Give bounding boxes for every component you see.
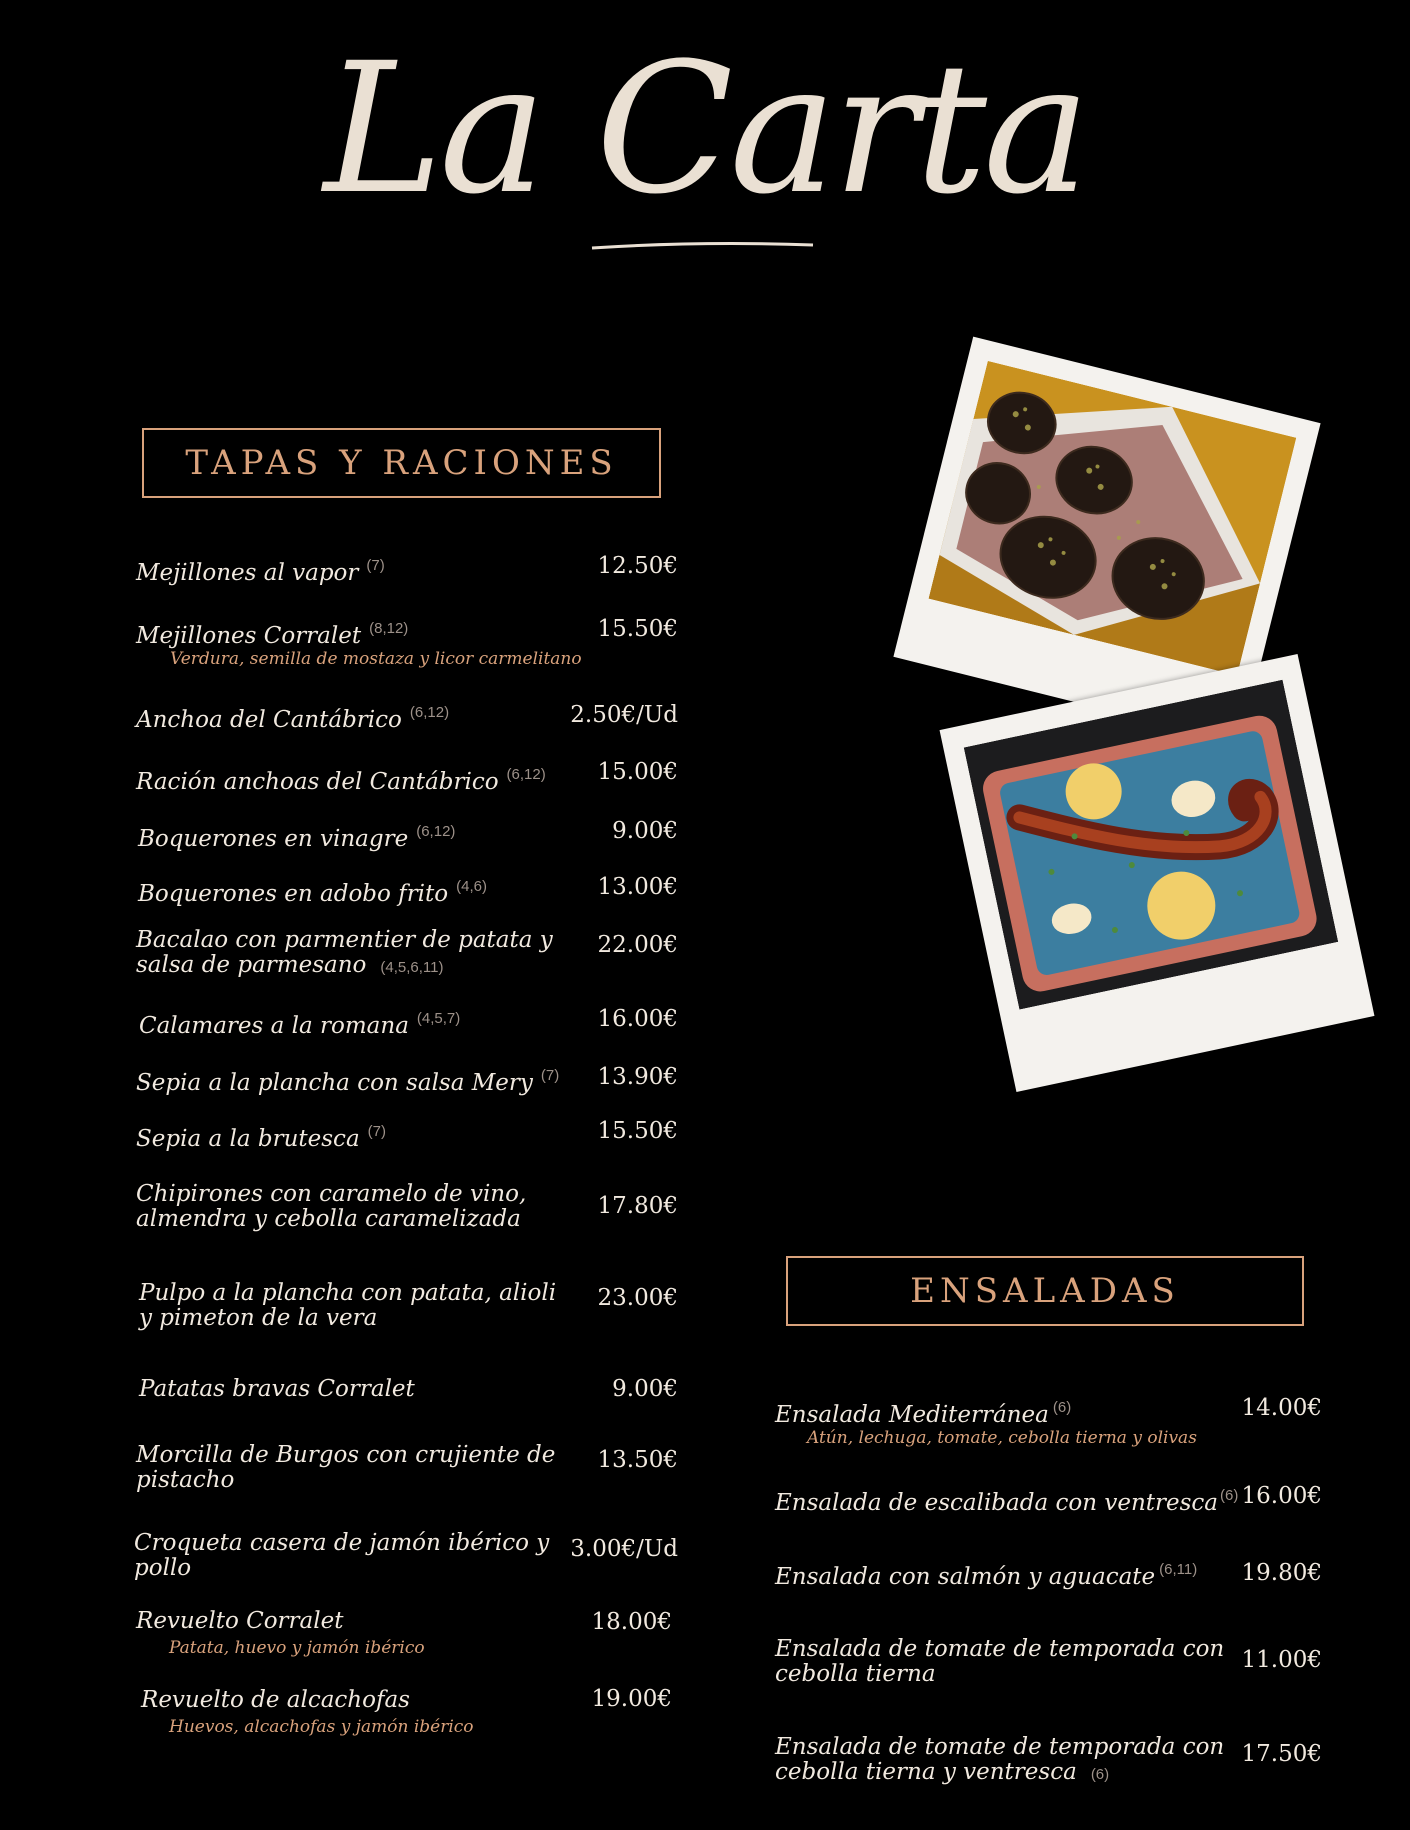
item-name: Revuelto de alcachofas xyxy=(141,1687,410,1713)
item-name: Sepia a la plancha con salsa Mery xyxy=(136,1070,533,1096)
item-allergens: (7) xyxy=(540,1067,560,1084)
item-name-line2: almendra y cebolla caramelizada xyxy=(136,1206,521,1232)
item-price: 16.00€ xyxy=(1241,1483,1322,1509)
ensaladas-heading: ENSALADAS xyxy=(786,1256,1304,1326)
item-price: 22.00€ xyxy=(597,932,678,958)
page-title: La Carta xyxy=(323,25,1087,234)
item-name: Boquerones en adobo frito xyxy=(138,881,449,907)
item-name: Ensalada con salmón y aguacate xyxy=(775,1564,1156,1590)
morcilla-photo xyxy=(929,361,1297,676)
item-name: Anchoa del Cantábrico xyxy=(136,707,402,733)
tapas-heading: TAPAS Y RACIONES xyxy=(142,428,661,498)
item-allergens: (6) xyxy=(1090,1766,1110,1783)
item-name: Croqueta casera de jamón ibérico y xyxy=(134,1530,550,1556)
item-allergens: (4,5,7) xyxy=(416,1010,461,1027)
item-price: 19.00€ xyxy=(591,1686,672,1712)
item-name: Boquerones en vinagre xyxy=(138,826,409,852)
item-name: Ración anchoas del Cantábrico xyxy=(136,769,499,795)
item-name: Ensalada Mediterránea xyxy=(775,1402,1049,1428)
item-name: Patatas bravas Corralet xyxy=(139,1376,415,1402)
item-name-line2: cebolla tierna y ventresca xyxy=(775,1759,1077,1785)
item-price: 15.50€ xyxy=(597,616,678,642)
item-name: Calamares a la romana xyxy=(139,1013,409,1039)
item-price: 13.00€ xyxy=(597,874,678,900)
item-allergens: (6,11) xyxy=(1159,1561,1198,1578)
item-price: 9.00€ xyxy=(612,818,678,844)
item-name: Revuelto Corralet xyxy=(136,1608,344,1634)
item-price: 3.00€/Ud xyxy=(570,1536,678,1562)
item-description: Atún, lechuga, tomate, cebolla tierna y olivas xyxy=(807,1428,1197,1448)
item-price: 13.50€ xyxy=(597,1447,678,1473)
item-allergens: (7) xyxy=(367,1123,386,1140)
item-price: 13.90€ xyxy=(597,1064,678,1090)
item-name: Sepia a la brutesca xyxy=(136,1126,360,1152)
item-allergens: (6,12) xyxy=(506,766,546,783)
item-allergens: (4,5,6,11) xyxy=(380,959,444,976)
item-allergens: (7) xyxy=(366,557,385,574)
item-description: Huevos, alcachofas y jamón ibérico xyxy=(169,1717,474,1737)
item-price: 11.00€ xyxy=(1241,1647,1322,1673)
item-price: 9.00€ xyxy=(612,1376,678,1402)
item-name: Mejillones Corralet xyxy=(136,623,362,649)
item-allergens: (6,12) xyxy=(409,704,450,721)
item-price: 12.50€ xyxy=(597,553,678,579)
item-name: Ensalada de escalibada con ventresca xyxy=(775,1490,1218,1516)
item-name-line2: salsa de parmesano xyxy=(136,952,367,978)
item-name: Ensalada de tomate de temporada con xyxy=(775,1636,1225,1662)
title-underline xyxy=(590,242,815,250)
item-name-line2: pollo xyxy=(134,1555,192,1581)
item-price: 23.00€ xyxy=(597,1285,678,1311)
item-price: 15.50€ xyxy=(597,1118,678,1144)
item-price: 16.00€ xyxy=(597,1006,678,1032)
item-allergens: (6) xyxy=(1220,1487,1239,1504)
item-price: 2.50€/Ud xyxy=(570,702,678,728)
item-price: 19.80€ xyxy=(1241,1560,1322,1586)
item-price: 17.80€ xyxy=(597,1193,678,1219)
item-name: Morcilla de Burgos con crujiente de xyxy=(136,1442,556,1468)
item-allergens: (6) xyxy=(1052,1399,1072,1416)
item-name: Ensalada de tomate de temporada con xyxy=(775,1734,1225,1760)
item-allergens: (8,12) xyxy=(369,620,409,637)
item-description: Verdura, semilla de mostaza y licor carmelitano xyxy=(170,649,582,669)
item-name-line2: cebolla tierna xyxy=(775,1661,936,1687)
item-price: 18.00€ xyxy=(591,1609,672,1635)
item-name: Bacalao con parmentier de patata y xyxy=(136,927,553,953)
item-price: 15.00€ xyxy=(597,759,678,785)
item-price: 17.50€ xyxy=(1241,1741,1322,1767)
polaroid-photo-pulpo xyxy=(940,654,1375,1092)
pulpo-photo xyxy=(964,680,1339,1010)
item-allergens: (6,12) xyxy=(416,823,456,840)
item-name-line2: pistacho xyxy=(136,1467,235,1493)
item-name: Pulpo a la plancha con patata, alioli xyxy=(139,1280,557,1306)
item-name-line2: y pimeton de la vera xyxy=(139,1305,378,1331)
item-name: Mejillones al vapor xyxy=(136,560,359,586)
item-name: Chipirones con caramelo de vino, xyxy=(136,1181,527,1207)
item-description: Patata, huevo y jamón ibérico xyxy=(169,1638,425,1658)
item-allergens: (4,6) xyxy=(456,878,487,895)
item-price: 14.00€ xyxy=(1241,1395,1322,1421)
